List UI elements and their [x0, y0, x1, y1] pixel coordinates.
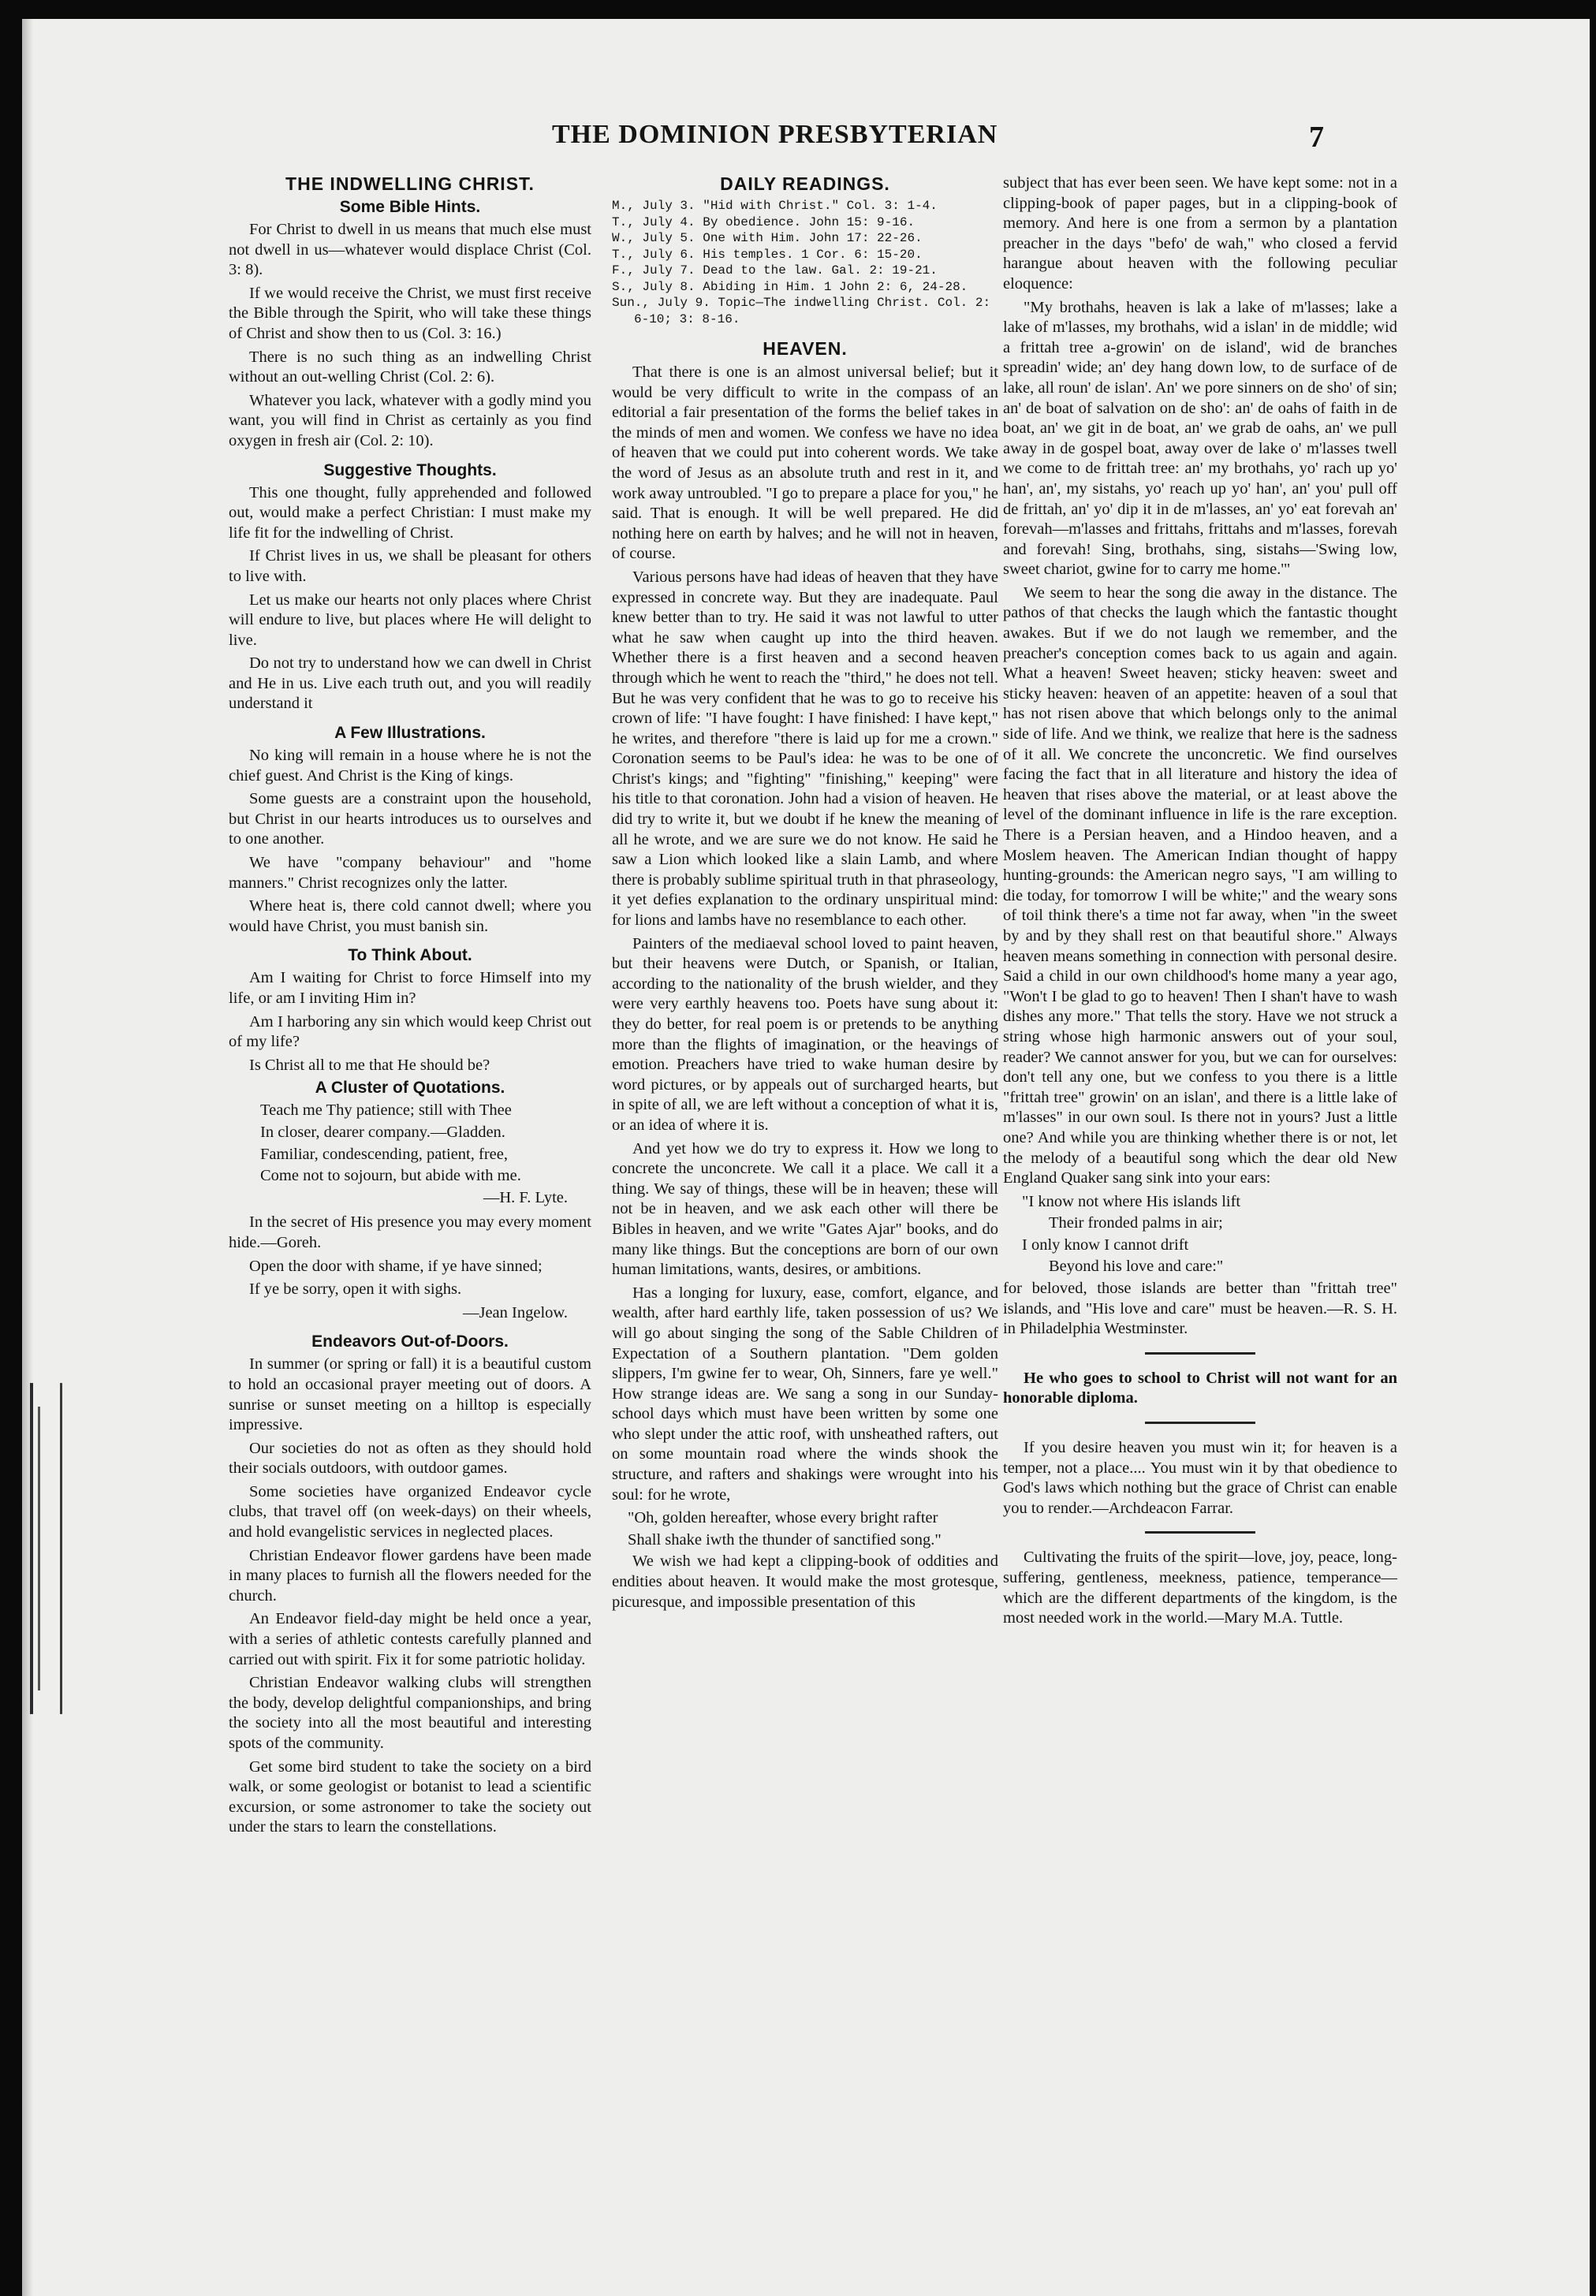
verse-line: Beyond his love and care:" — [1049, 1258, 1224, 1276]
section-heading: To Think About. — [348, 946, 472, 965]
paragraph: We have "company behaviour" and "home manners." Christ recognizes only the latter. — [229, 854, 591, 892]
paragraph: Our societies do not as often as they should hold their socials outdoors, with outdoor games. — [229, 1439, 591, 1478]
verse-line: Teach me Thy patience; still with Thee — [260, 1101, 512, 1120]
paragraph: Painters of the mediaeval school loved to paint heaven, but their heavens were Dutch, or Spanish, or Italian, according to the nationality of the brush wielder, and they were very earthly heavens too. Poets have sung about it: they do better, for real poem is or pretends to be anything more than the flights of imagination, or the heavings of emotion. Preachers have tried to wake human desire by word pictures, or by appeals out of surcharged hearts, but in spite of all, we are left without a conception of what it is, or an idea of where it is. — [612, 934, 998, 1134]
divider — [1145, 1422, 1255, 1424]
paragraph: Where heat is, there cold cannot dwell; where you would have Christ, you must banish sin. — [229, 897, 591, 935]
article-title: THE INDWELLING CHRIST. — [285, 173, 535, 194]
paragraph: We seem to hear the song die away in the distance. The pathos of that checks the laugh which the fantastic thought awakes. But if we do not laugh we remember, and the preacher's conception comes back to us again and again. What a heaven! Sweet heaven; sticky heaven: sweet and sticky heaven: heaven of an appetite: heaven of a soul that has not risen above that which belongs only to the animal side of life. And we think, we realize that here is the sadness of it all. We concrete the unconcretic. We find ourselves facing the fact that in all literature and history the idea of heaven that rises above the material, or at least above the level of the dominant influence in life is the rare exception. There is a Persian heaven, and a Hindoo heaven, and a Moslem heaven. The American Indian thought of happy hunting-grounds: the American negro says, "I am willing to die today, for tomorrow I will be white;" and the weary sons of toil think there's a time not far away, when "in the sweet by and by they shall rest on that beautiful shore." Always heaven means something in connection with personal desire. Said a child in our own childhood's home many a year ago, "Won't I be glad to go to heaven! Then I shan't have to wash dishes any more." That tells the story. Have we not struck a string whose high harmonic answers out of your soul, reader? We cannot answer for you, but we can for ourselves: don't tell any one, but we confess to you there is a little "frittah tree" growin' on an islan', and there is a little lake of m'lasses" in our own soul. Is there not in yours? Just a little one? And while you are thinking whether there is or not, let the melody of a beautiful song which the dear old New England Quaker sang sink into your ears: — [1003, 583, 1397, 1187]
paragraph: If Christ lives in us, we shall be pleasant for others to live with. — [229, 547, 591, 585]
verse-line: "Oh, golden hereafter, whose every bright rafter — [628, 1509, 938, 1527]
reading-item: F., July 7. Dead to the law. Gal. 2: 19-21. — [612, 263, 938, 278]
section-title: DAILY READINGS. — [720, 173, 890, 194]
reading-item: S., July 8. Abiding in Him. 1 John 2: 6, 24-28. — [612, 279, 968, 294]
reading-item: T., July 4. By obedience. John 15: 9-16. — [612, 214, 915, 229]
reading-item: M., July 3. "Hid with Christ." Col. 3: 1-4. — [612, 199, 938, 213]
paragraph: "My brothahs, heaven is lak a lake of m'lasses; lake a lake of m'lasses, my brothahs, wid a islan' in de middle; wid a frittah tree a-growin' on de island', wid de branches spreadin' wide; an' dey hang down low, to de surface of de lake, all roun' de islan'. An' we pore sinners on de sho' of sin; an' de boat of salvation on de sho': an' de oahs of faith in de boat, an' we git in de boat, an' we grab de oahs, an' we pull away in de gospel boat, away over de lake o' m'lasses twell we come to de frittah tree: an' my brothahs, yo' rach up yo' han', an', my sistahs, yo' reach up yo' han', an' you' pull off de frittah, an' yo' dip it in de m'lasses, an' yo' eat forevah an' forevah—m'lasses and frittahs, frittahs and m'lasses, forevah and forevah! Sing, brothahs, sing, sistahs—'Swing low, sweet chariot, gwine for to carry me home.'" — [1003, 298, 1397, 579]
paragraph: In the secret of His presence you may every moment hide.—Goreh. — [229, 1213, 591, 1251]
paragraph: Do not try to understand how we can dwell in Christ and He in us. Live each truth out, and you will readily understand it — [229, 654, 591, 713]
paragraph: He who goes to school to Christ will not want for an honorable diploma. — [1003, 1369, 1397, 1407]
paragraph: Is Christ all to me that He should be? — [249, 1056, 490, 1074]
paragraph: In summer (or spring or fall) it is a beautiful custom to hold an occasional prayer meeting out of doors. A sunrise or sunset meeting on a hilltop is especially impressive. — [229, 1355, 591, 1434]
quote-attribution: —Jean Ingelow. — [462, 1303, 568, 1321]
reading-item: T., July 6. His temples. 1 Cor. 6: 15-20. — [612, 247, 923, 262]
section-heading: Suggestive Thoughts. — [323, 460, 497, 479]
paragraph: Am I harboring any sin which would keep Christ out of my life? — [229, 1012, 591, 1051]
paragraph: Whatever you lack, whatever with a godly mind you want, you will find in Christ as certainly as you find oxygen in fresh air (Col. 2: 10). — [229, 391, 591, 449]
verse-line: In closer, dearer company.—Gladden. — [260, 1123, 505, 1141]
verse-line: Shall shake iwth the thunder of sanctified song." — [628, 1530, 942, 1549]
binding-staple — [30, 1383, 62, 1714]
page-header — [22, 120, 1590, 167]
section-heading: A Cluster of Quotations. — [315, 1079, 505, 1098]
section-heading: A Few Illustrations. — [334, 724, 486, 743]
paragraph: Has a longing for luxury, ease, comfort, elgance, and wealth, after hard earthly life, taken possession of us? We will go about singing the song of the Sable Children of Expectation of a Southern plantation. "Dem golden slippers, I'm gwine fer to wear, Oh, Sinners, fare ye well." How strange ideas are. We sang a song in our Sunday-school days which must have been written by some one who slept under the attic roof, with unsheathed rafters, out on some mountain road where the winds shook the structure, and rafters and shakings were wrought into his soul: for he wrote, — [612, 1284, 998, 1504]
column-1 — [229, 173, 591, 1841]
paragraph: Am I waiting for Christ to force Himself into my life, or am I inviting Him in? — [229, 969, 591, 1007]
paragraph: Get some bird student to take the society on a bird walk, or some geologist or botanist to lead a scientific excursion, or some astronomer to take the society out under the stars to learn the constellations. — [229, 1757, 591, 1836]
paragraph: That there is one is an almost universal belief; but it would be very difficult to write in the compass of an editorial a fair presentation of the forms the belief takes in the minds of men and women. We confess we have no idea of heaven that we could put into coherent words. We take the word of Jesus as an absolute truth and rest in it, and work away untroubled. "I go to prepare a place for you," he said. That is enough. It will be well prepared. He did nothing here on earth by halves; and he will not in heaven, of course. — [612, 363, 998, 563]
paragraph: Christian Endeavor walking clubs will strengthen the body, develop delightful companionships, and bring the society into all the most beautiful and interesting spots of the community. — [229, 1674, 591, 1752]
paragraph: An Endeavor field-day might be held once a year, with a series of athletic contests carefully planned and carried out with spirit. Fix it for some patriotic holiday. — [229, 1610, 591, 1668]
quote-attribution: —H. F. Lyte. — [483, 1188, 568, 1206]
paragraph: There is no such thing as an indwelling Christ without an out-welling Christ (Col. 2: 6). — [229, 348, 591, 386]
paragraph: Christian Endeavor flower gardens have been made in many places to furnish all the flowers needed for the church. — [229, 1546, 591, 1605]
section-heading: Endeavors Out-of-Doors. — [311, 1332, 509, 1351]
paragraph: This one thought, fully apprehended and followed out, would make a perfect Christian: I must make my life fit for the indwelling of Christ. — [229, 483, 591, 542]
verse-line: Their fronded palms in air; — [1049, 1214, 1223, 1232]
paragraph: Some societies have organized Endeavor cycle clubs, that travel off (on week-days) on their wheels, and hold evangelistic services in neglected places. — [229, 1482, 591, 1541]
paragraph: Some guests are a constraint upon the household, but Christ in our hearts introduces us to ourselves and to one another. — [229, 790, 591, 848]
paragraph: Let us make our hearts not only places where Christ will endure to live, but places where He will delight to live. — [229, 591, 591, 649]
verse-line: "I know not where His islands lift — [1022, 1192, 1241, 1210]
paragraph: Cultivating the fruits of the spirit—love, joy, peace, long-suffering, gentleness, meekness, patience, temperance—which are the different departments of the kingdom, is the most needed work in the world.—Mary M.A. Tuttle. — [1003, 1549, 1397, 1627]
paragraph: If ye be sorry, open it with sighs. — [249, 1280, 462, 1299]
paragraph: If you desire heaven you must win it; for heaven is a temper, not a place.... You must win it by that obedience to God's laws which nothing but the grace of Christ can enable you to render.—Archdeacon Farrar. — [1003, 1439, 1397, 1517]
paragraph: And yet how we do try to express it. How we long to concrete the unconcrete. We call it a place. We call it a thing. We say of things, these will be in heaven; these will not be in heaven, and we ask each other will there be Bibles in heaven, and we write "Gates Ajar" books, and do many like things. But the conceptions are born of our own human limitations, wants, desires, or ambitions. — [612, 1139, 998, 1279]
paragraph: Various persons have had ideas of heaven that they have expressed in concrete way. But they are inadequate. Paul knew better than to try. He said it was not lawful to utter what he saw when caught up into the third heaven. Whether there is a first heaven and a second heaven through which he went to reach the "third," he does not tell. But he was very confident that he was to go to receive his crown of life: "I have fought: I have finished: I have kept," he writes, and therefore "there is laid up for me a crown." Coronation seems to be Paul's idea: he was to be one of Christ's kings; and "fighting" "finishing," keeping" were his title to that coronation. John had a vision of heaven. He did try to write it, but we doubt if he knew the meaning of all he wrote, and we are sure we do not know. He said he saw a Lion which looked like a slain Lamb, and where there is probably sublime spiritual truth in that phraseology, it yet defies explanation to the ordinary unspiritual mind: for lions and lambs have no resemblance to each other. — [612, 568, 999, 930]
verse-line: I only know I cannot drift — [1022, 1236, 1189, 1254]
column-2 — [612, 173, 998, 1616]
paragraph: For Christ to dwell in us means that much else must not dwell in us—whatever would displace Christ (Col. 3: 8). — [229, 221, 591, 279]
reading-item: W., July 5. One with Him. John 17: 22-26. — [612, 231, 923, 245]
page-edge-shadow — [22, 19, 33, 2296]
section-heading: Some Bible Hints. — [339, 198, 481, 216]
divider — [1145, 1531, 1255, 1534]
paragraph: subject that has ever been seen. We have kept some: not in a clipping-book of paper pages, but in a clipping-book of memory. And here is one from a sermon by a plantation preacher in the days "befo' de wah," who closed a fervid harangue about heaven with the following peculiar eloquence: — [1003, 174, 1397, 293]
paragraph: for beloved, those islands are better than "frittah tree" islands, and "His love and care" must be heaven.—R. S. H. in Philadelphia Westminster. — [1003, 1280, 1397, 1338]
newspaper-page — [22, 19, 1590, 2296]
reading-item: Sun., July 9. Topic—The indwelling Christ. Col. 2: 6-10; 3: 8-16. — [612, 296, 991, 326]
paragraph: We wish we had kept a clipping-book of oddities and endities about heaven. It would make the most grotesque, picuresque, and impossible presentation of this — [612, 1552, 998, 1611]
page-number: 7 — [1309, 121, 1324, 154]
verse-line: Familiar, condescending, patient, free, — [260, 1145, 508, 1163]
daily-readings-list — [612, 198, 998, 327]
verse-line: Come not to sojourn, but abide with me. — [260, 1167, 521, 1185]
article-title: HEAVEN. — [763, 338, 848, 359]
divider — [1145, 1352, 1255, 1355]
paragraph: Open the door with shame, if ye have sinned; — [249, 1257, 543, 1275]
column-3 — [1003, 173, 1397, 1632]
paragraph: No king will remain in a house where he is not the chief guest. And Christ is the King of kings. — [229, 747, 591, 785]
masthead: THE DOMINION PRESBYTERIAN — [552, 120, 998, 149]
paragraph: If we would receive the Christ, we must first receive the Bible through the Spirit, who will take these things of Christ and show then to us (Col. 3: 16.) — [229, 284, 591, 342]
